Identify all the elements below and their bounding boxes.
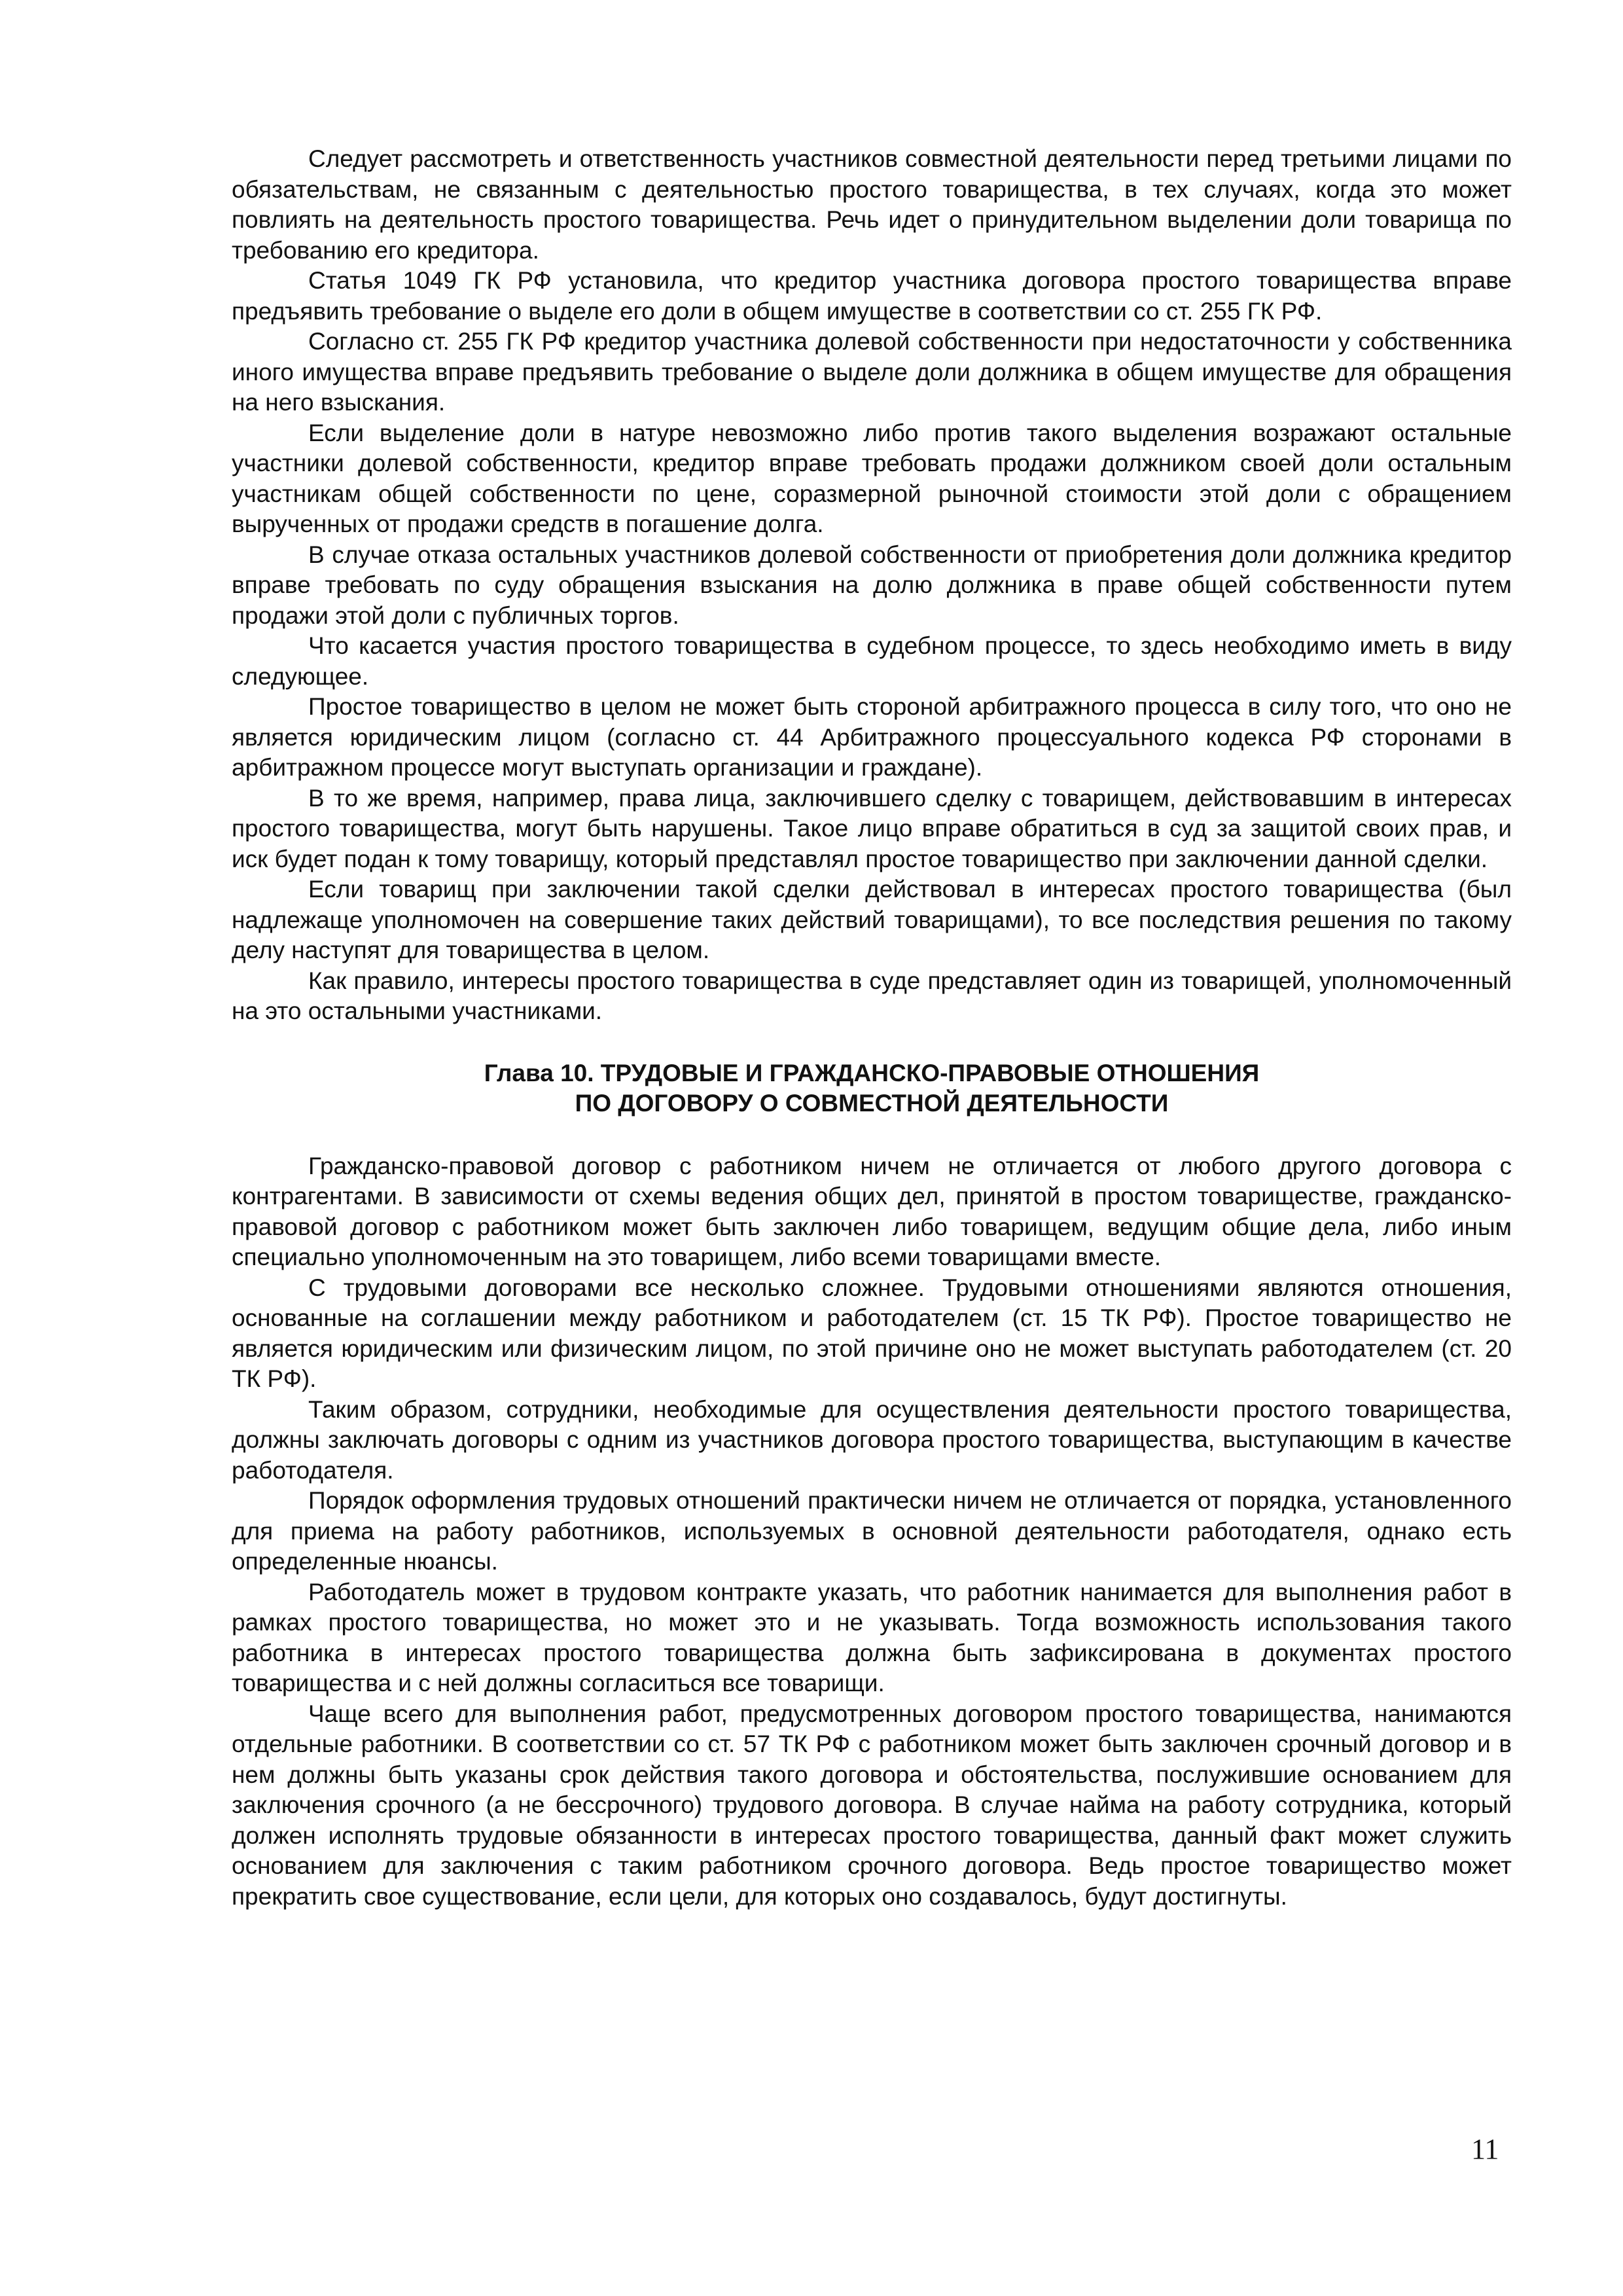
paragraph: Что касается участия простого товарищества в судебном процессе, то здесь необходимо иметь в виду следующее.: [232, 632, 1512, 690]
paragraph: Гражданско-правовой договор с работником ничем не отличается от любого другого договора с контрагентами. В зависимости от схемы ведения общих дел, принятой в простом товариществе, гражданско-правовой договор с работником может быть заключен либо товарищем, ведущим общие дела, либо иным специально уполномоченным на это товарищем, либо всеми товарищами вместе.: [232, 1152, 1512, 1270]
paragraph: Чаще всего для выполнения работ, предусмотренных договором простого товарищества, нанимаются отдельные работники. В соответствии со ст. 57 ТК РФ с работником может быть заключен срочный договор и в нем должны быть указаны срок действия такого договора и обстоятельства, послужившие основанием для заключения срочного (а не бессрочного) трудового договора. В случае найма на работу сотрудника, который должен исполнять трудовые обязанности в интересах простого товарищества, данный факт может служить основанием для заключения с таким работником срочного договора. Ведь простое товарищество может прекратить свое существование, если цели, для которых оно создавалось, будут достигнуты.: [232, 1700, 1512, 1910]
paragraph: Следует рассмотреть и ответственность участников совместной деятельности перед третьими лицами по обязательствам, не связанным с деятельностью простого товарищества, в тех случаях, когда это может повлиять на деятельность простого товарищества. Речь идет о принудительном выделении доли товарища по требованию его кредитора.: [232, 145, 1512, 264]
paragraph: В то же время, например, права лица, заключившего сделку с товарищем, действовавшим в интересах простого товарищества, могут быть нарушены. Такое лицо вправе обратиться в суд за защитой своих прав, и иск будет подан к тому товарищу, который представлял простое товарищество при заключении данной сделки.: [232, 784, 1512, 872]
document-page: [232, 144, 1512, 1912]
paragraph: Согласно ст. 255 ГК РФ кредитор участника долевой собственности при недостаточности у собственника иного имущества вправе предъявить требование о выделе доли должника в общем имуществе для обращения на него взыскания.: [232, 328, 1512, 416]
paragraph: Статья 1049 ГК РФ установила, что кредитор участника договора простого товарищества вправе предъявить требование о выделе его доли в общем имуществе в соответствии со ст. 255 ГК РФ.: [232, 267, 1512, 325]
paragraph: Если товарищ при заключении такой сделки действовал в интересах простого товарищества (был надлежаще уполномочен на совершение таких действий товарищами), то все последствия решения по такому делу наступят для товарищества в целом.: [232, 876, 1512, 963]
chapter-title-line-2: ПО ДОГОВОРУ О СОВМЕСТНОЙ ДЕЯТЕЛЬНОСТИ: [575, 1089, 1169, 1117]
chapter-title-line-1: Глава 10. ТРУДОВЫЕ И ГРАЖДАНСКО-ПРАВОВЫЕ ОТНОШЕНИЯ: [484, 1059, 1260, 1086]
paragraph: Как правило, интересы простого товарищества в суде представляет один из товарищей, уполномоченный на это остальными участниками.: [232, 967, 1512, 1024]
chapter-title: [232, 1058, 1512, 1119]
paragraph: Таким образом, сотрудники, необходимые для осуществления деятельности простого товарищества, должны заключать договоры с одним из участников договора простого товарищества, выступающим в качестве работодателя.: [232, 1395, 1512, 1484]
paragraph: С трудовыми договорами все несколько сложнее. Трудовыми отношениями являются отношения, основанные на соглашении между работником и работодателем (ст. 15 ТК РФ). Простое товарищество не является юридическим или физическим лицом, по этой причине оно не может выступать работодателем (ст. 20 ТК РФ).: [232, 1274, 1512, 1392]
paragraph: Простое товарищество в целом не может быть стороной арбитражного процесса в силу того, что оно не является юридическим лицом (согласно ст. 44 Арбитражного процессуального кодекса РФ сторонами в арбитражном процессе могут выступать организации и граждане).: [232, 693, 1512, 781]
paragraph: В случае отказа остальных участников долевой собственности от приобретения доли должника кредитор вправе требовать по суду обращения взыскания на долю должника в праве общей собственности путем продажи этой доли с публичных торгов.: [232, 541, 1512, 629]
paragraph: Работодатель может в трудовом контракте указать, что работник нанимается для выполнения работ в рамках простого товарищества, но может это и не указывать. Тогда возможность использования такого работника в интересах простого товарищества должна быть зафиксирована в документах простого товарищества и с ней должны согласиться все товарищи.: [232, 1578, 1512, 1696]
page-number: 11: [1471, 2133, 1499, 2165]
paragraph: Если выделение доли в натуре невозможно либо против такого выделения возражают остальные участники долевой собственности, кредитор вправе требовать продажи должником своей доли остальным участникам общей собственности по цене, соразмерной рыночной стоимости этой доли с обращением вырученных от продажи средств в погашение долга.: [232, 419, 1512, 537]
paragraph: Порядок оформления трудовых отношений практически ничем не отличается от порядка, установленного для приема на работу работников, используемых в основной деятельности работодателя, однако есть определенные нюансы.: [232, 1487, 1512, 1575]
